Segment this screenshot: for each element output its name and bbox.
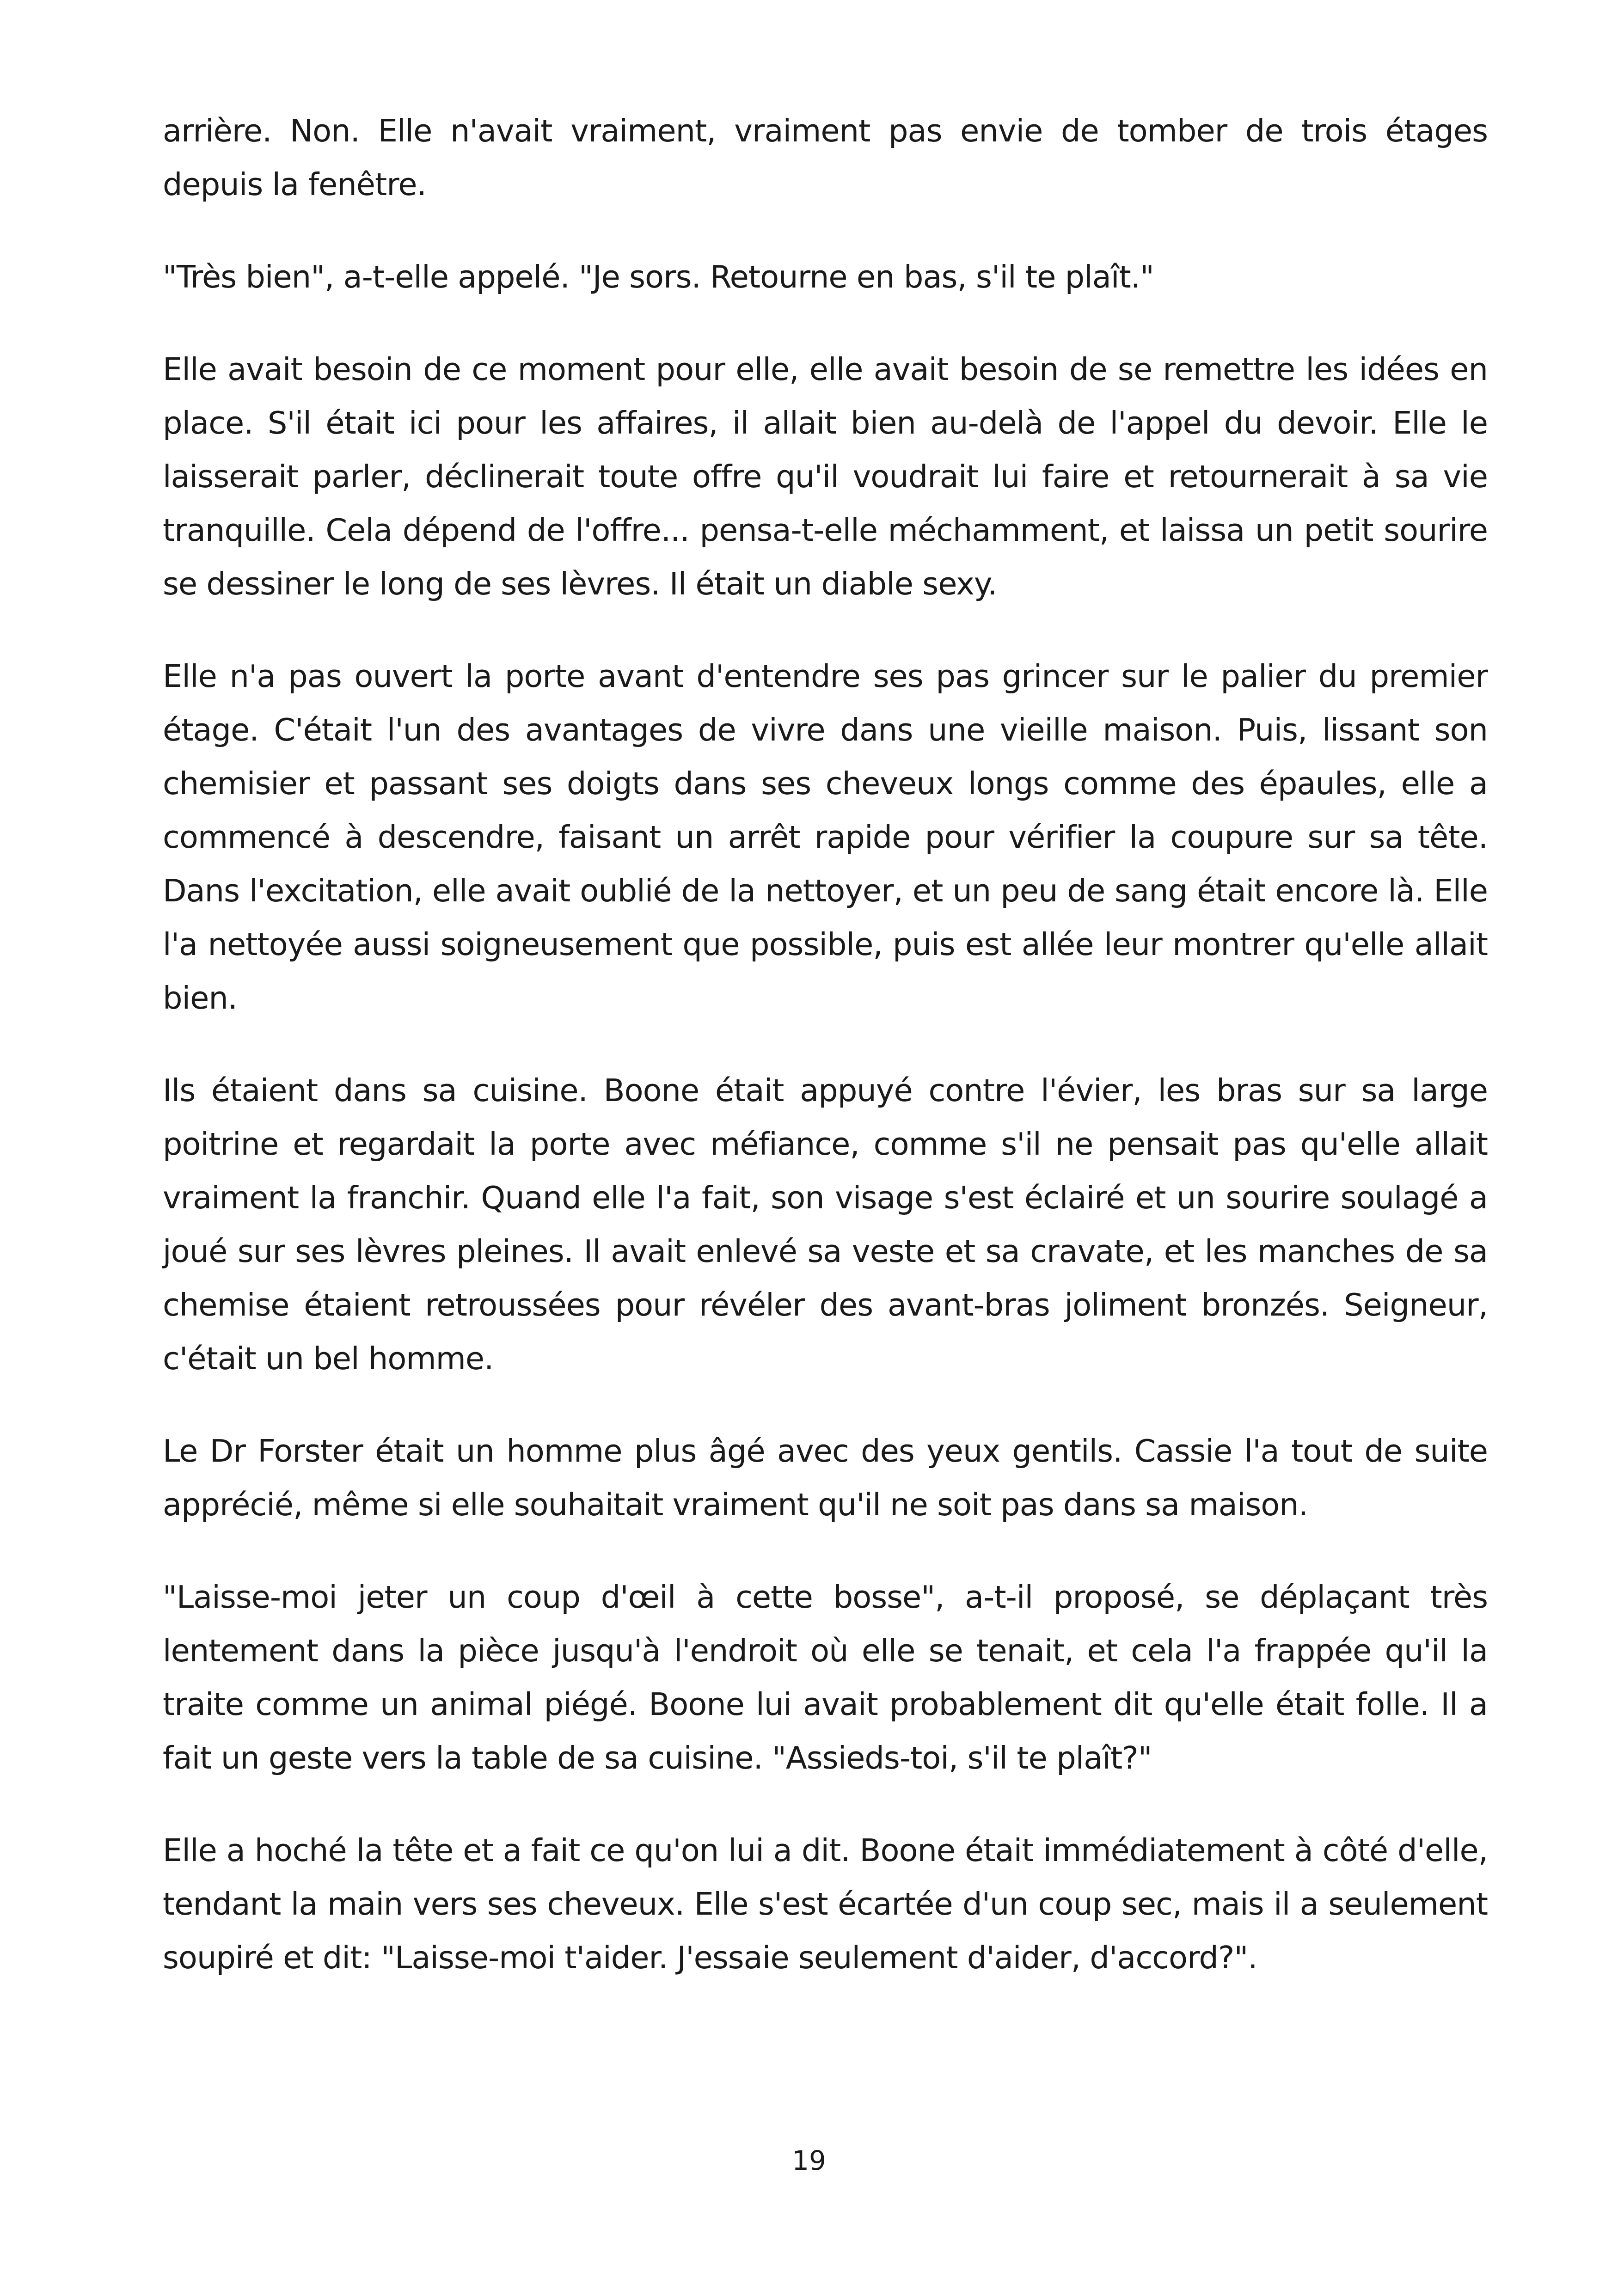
paragraph-6: Le Dr Forster était un homme plus âgé avec des yeux gentils. Cassie l'a tout de suite apprécié, même si elle souhaitait vraiment qu'il ne soit pas dans sa maison. bbox=[163, 1433, 1488, 1523]
paragraph-8: Elle a hoché la tête et a fait ce qu'on lui a dit. Boone était immédiatement à côté d'elle, tendant la main vers ses cheveux. Elle s'est écartée d'un coup sec, mais il a seulement soupiré et dit: "Laisse-moi t'aider. J'essaie seulement d'aider, d'accord?". bbox=[163, 1832, 1488, 1976]
body-text bbox=[163, 104, 1488, 2023]
paragraph-1: arrière. Non. Elle n'avait vraiment, vraiment pas envie de tomber de trois étages depuis la fenêtre. bbox=[163, 113, 1488, 202]
paragraph-3: Elle avait besoin de ce moment pour elle, elle avait besoin de se remettre les idées en place. S'il était ici pour les affaires, il allait bien au-delà de l'appel du devoir. Elle le laisserait parler, déclinerait toute offre qu'il voudrait lui faire et retournerait à sa vie tranquille. Cela dépend de l'offre... pensa-t-elle méchamment, et laissa un petit sourire se dessiner le long de ses lèvres. Il était un diable sexy. bbox=[163, 351, 1488, 602]
page-number: 19 bbox=[792, 2145, 826, 2176]
paragraph-7: "Laisse-moi jeter un coup d'œil à cette bosse", a-t-il proposé, se déplaçant très lentement dans la pièce jusqu'à l'endroit où elle se tenait, et cela l'a frappée qu'il la traite comme un animal piégé. Boone lui avait probablement dit qu'elle était folle. Il a fait un geste vers la table de sa cuisine. "Assieds-toi, s'il te plaît?" bbox=[163, 1579, 1488, 1776]
paragraph-2: "Très bien", a-t-elle appelé. "Je sors. Retourne en bas, s'il te plaît." bbox=[163, 259, 1154, 295]
paragraph-5: Ils étaient dans sa cuisine. Boone était appuyé contre l'évier, les bras sur sa large poitrine et regardait la porte avec méfiance, comme s'il ne pensait pas qu'elle allait vraiment la franchir. Quand elle l'a fait, son visage s'est éclairé et un sourire soulagé a joué sur ses lèvres pleines. Il avait enlevé sa veste et sa cravate, et les manches de sa chemise étaient retroussées pour révéler des avant-bras joliment bronzés. Seigneur, c'était un bel homme. bbox=[163, 1072, 1488, 1377]
paragraph-4: Elle n'a pas ouvert la porte avant d'entendre ses pas grincer sur le palier du premier étage. C'était l'un des avantages de vivre dans une vieille maison. Puis, lissant son chemisier et passant ses doigts dans ses cheveux longs comme des épaules, elle a commencé à descendre, faisant un arrêt rapide pour vérifier la coupure sur sa tête. Dans l'excitation, elle avait oublié de la nettoyer, et un peu de sang était encore là. Elle l'a nettoyée aussi soigneusement que possible, puis est allée leur montrer qu'elle allait bien. bbox=[163, 658, 1488, 1016]
